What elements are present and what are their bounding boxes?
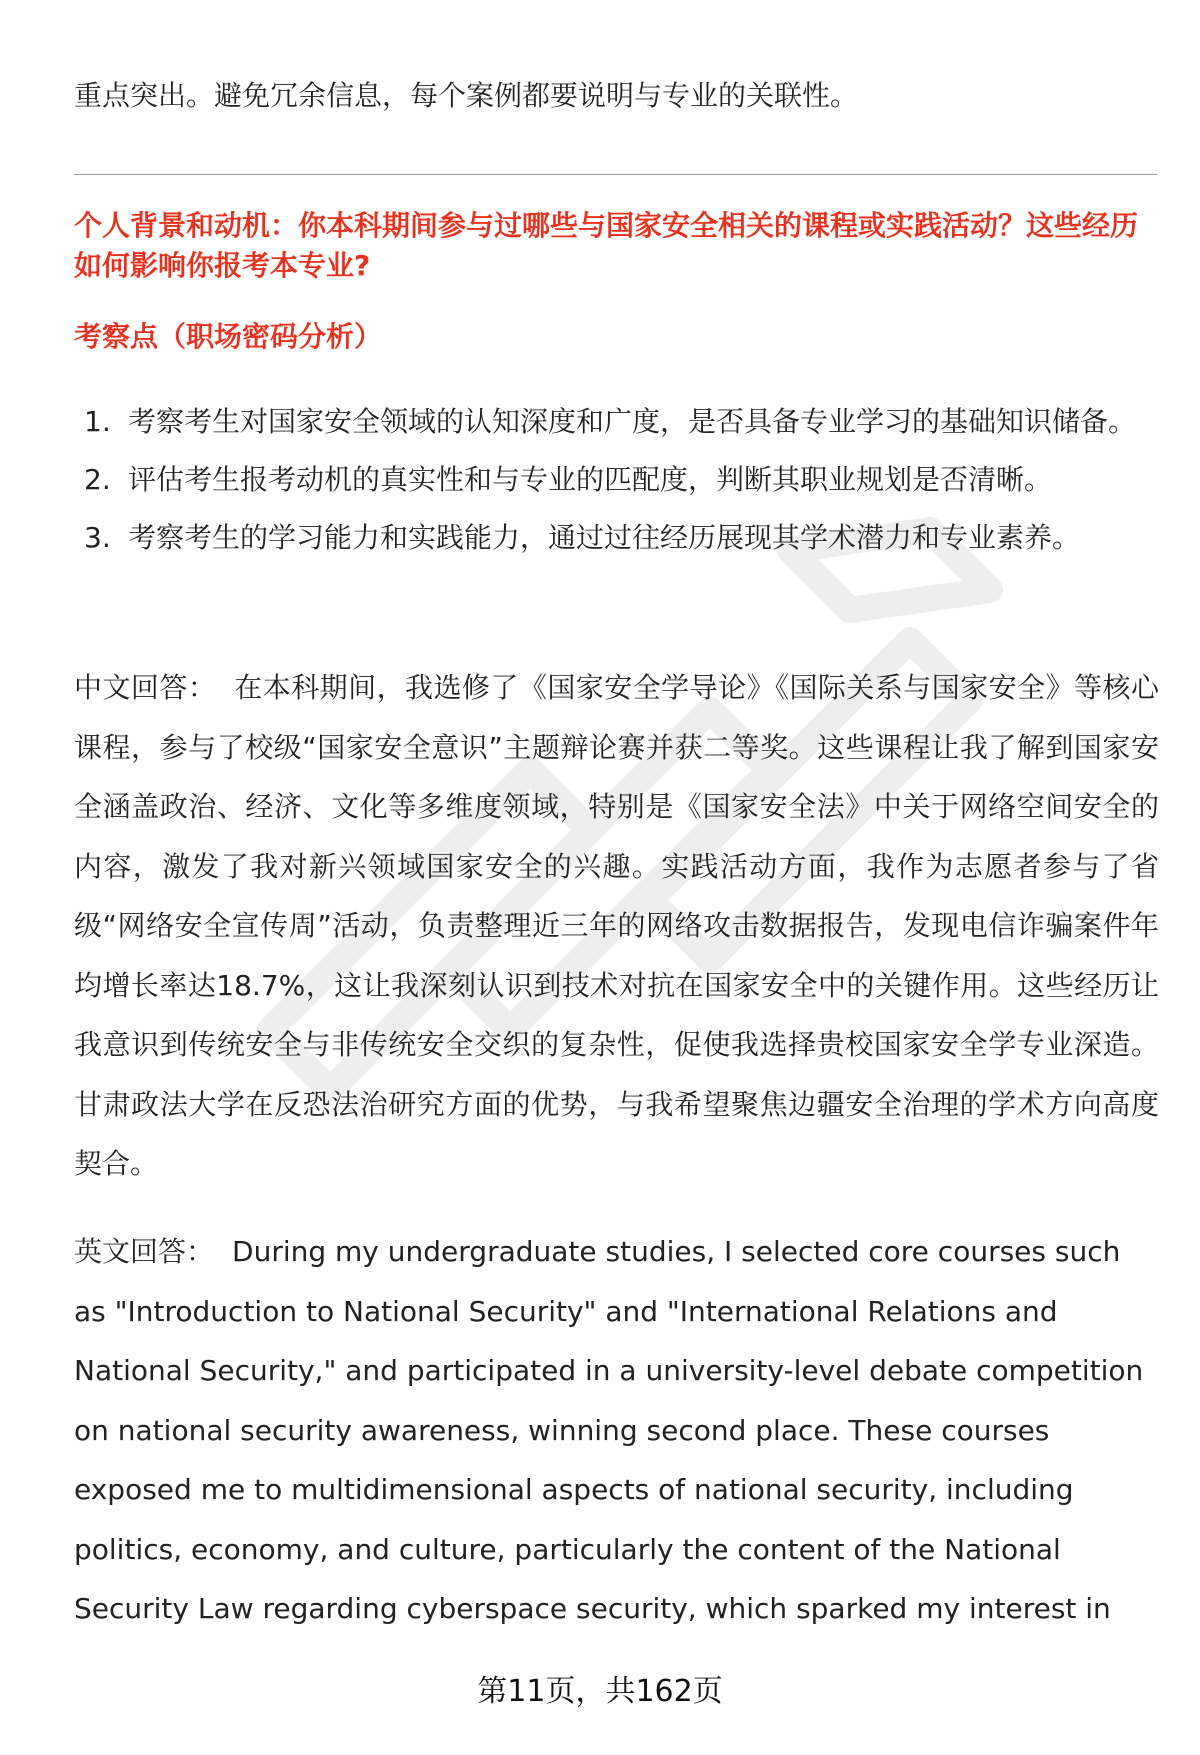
english-answer-text: During my undergraduate studies, I selected core courses such as "Introduction to National Security" and "International Relations and National Security," and participated in a university-level debate competition on national security awareness, winning second place. These courses exposed me to multidimensional aspects of national security, including politics, economy, and culture, particularly the content of the National Security Law regarding cyberspace security, which sparked my interest in bbox=[74, 1235, 1144, 1625]
point-number: 2. bbox=[84, 463, 111, 496]
page-footer: 第11页，共162页 bbox=[477, 1674, 723, 1709]
point-text: 评估考生报考动机的真实性和与专业的匹配度，判断其职业规划是否清晰。 bbox=[128, 463, 1053, 496]
english-answer-label: 英文回答： bbox=[74, 1235, 215, 1268]
chinese-answer-text: 在本科期间，我选修了《国家安全学导论》《国际关系与国家安全》等核心课程，参与了校级“国家安全意识”主题辩论赛并获二等奖。这些课程让我了解到国家安全涵盖政治、经济、文化等多维度领域，特别是《国家安全法》中关于网络空间安全的内容，激发了我对新兴领域国家安全的兴趣。实践活动方面，我作为志愿者参与了省级“网络安全宣传周”活动，负责整理近三年的网络攻击数据报告，发现电信诈骗案件年均增长率达18.7%，这让我深刻认识到技术对抗在国家安全中的关键作用。这些经历让我意识到传统安全与非传统安全交织的复杂性，促使我选择贵校国家安全学专业深造。甘肃政法大学在反恐法治研究方面的优势，与我希望聚焦边疆安全治理的学术方向高度契合。 bbox=[74, 671, 1159, 1180]
assessment-point bbox=[74, 451, 1159, 509]
point-number: 3. bbox=[84, 521, 111, 554]
chinese-answer-label: 中文回答： bbox=[74, 671, 217, 704]
assessment-point bbox=[74, 393, 1159, 451]
intro-text: 重点突出。避免冗余信息，每个案例都要说明与专业的关联性。 bbox=[74, 79, 859, 112]
assessment-list bbox=[74, 393, 1159, 567]
assessment-heading: 考察点（职场密码分析） bbox=[74, 320, 383, 353]
point-text: 考察考生的学习能力和实践能力，通过过往经历展现其学术潜力和专业素养。 bbox=[128, 521, 1081, 554]
chinese-answer bbox=[74, 658, 1159, 1194]
point-text: 考察考生对国家安全领域的认知深度和广度，是否具备专业学习的基础知识储备。 bbox=[128, 405, 1137, 438]
english-answer bbox=[74, 1222, 1159, 1639]
section-divider bbox=[74, 174, 1157, 175]
question-heading: 个人背景和动机：你本科期间参与过哪些与国家安全相关的课程或实践活动？这些经历如何影响你报考本专业? bbox=[74, 209, 1139, 282]
assessment-point bbox=[74, 509, 1159, 567]
point-number: 1. bbox=[84, 405, 111, 438]
